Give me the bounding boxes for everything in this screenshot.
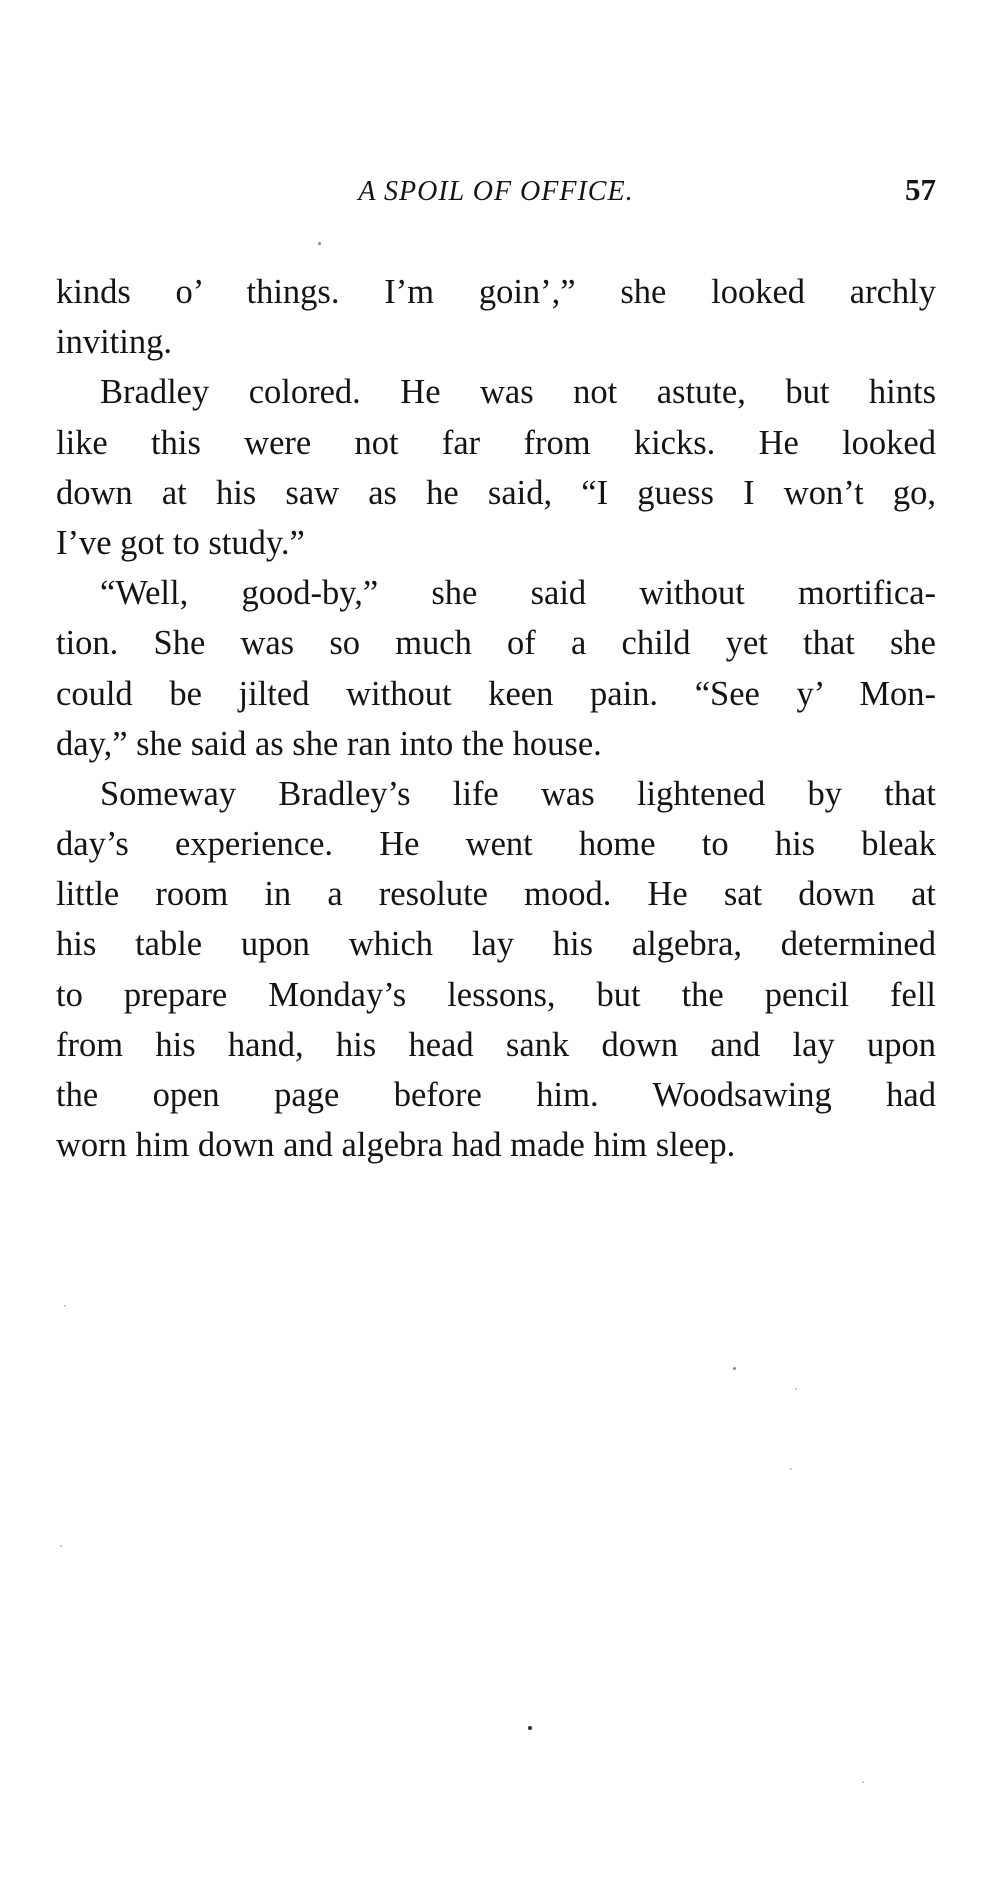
running-title: A SPOIL OF OFFICE. [358, 176, 634, 207]
text-line: I’ve got to study.” [56, 523, 305, 562]
running-head [56, 172, 936, 220]
scan-speck [528, 1726, 532, 1730]
scan-speck [64, 1305, 66, 1307]
text-line: his table upon which lay his algebra, determined [56, 925, 936, 964]
scan-speck [795, 1388, 797, 1390]
page-number: 57 [905, 172, 936, 207]
paragraph [56, 267, 936, 367]
text-line: inviting. [56, 323, 172, 362]
paragraph [56, 568, 936, 769]
paragraph [56, 367, 936, 568]
paragraph [56, 769, 936, 1171]
text-line: down at his saw as he said, “I guess I won’t go, [56, 473, 936, 512]
scan-speck [60, 1545, 62, 1547]
text-line: “Well, good-by,” she said without mortifica- [100, 574, 936, 613]
text-line: kinds o’ things. I’m goin’,” she looked archly [56, 273, 936, 311]
text-line: like this were not far from kicks. He looked [56, 423, 936, 462]
scan-speck [862, 1781, 864, 1783]
text-line: could be jilted without keen pain. “See y’ Mon- [56, 674, 936, 713]
text-line: day,” she said as she ran into the house. [56, 724, 602, 763]
body-text [56, 267, 936, 1170]
text-line: from his hand, his head sank down and lay upon [56, 1025, 936, 1064]
scan-speck [733, 1367, 736, 1370]
text-line: tion. She was so much of a child yet that she [56, 624, 936, 663]
scan-speck [790, 1468, 792, 1470]
text-line: little room in a resolute mood. He sat down at [56, 875, 936, 914]
scan-speck [318, 242, 321, 245]
text-line: worn him down and algebra had made him sleep. [56, 1126, 736, 1165]
text-line: to prepare Monday’s lessons, but the pencil fell [56, 975, 936, 1014]
text-line: day’s experience. He went home to his bleak [56, 825, 936, 864]
text-line: the open page before him. Woodsawing had [56, 1076, 936, 1114]
text-line: Bradley colored. He was not astute, but hints [100, 373, 936, 412]
text-line: Someway Bradley’s life was lightened by that [100, 774, 936, 813]
